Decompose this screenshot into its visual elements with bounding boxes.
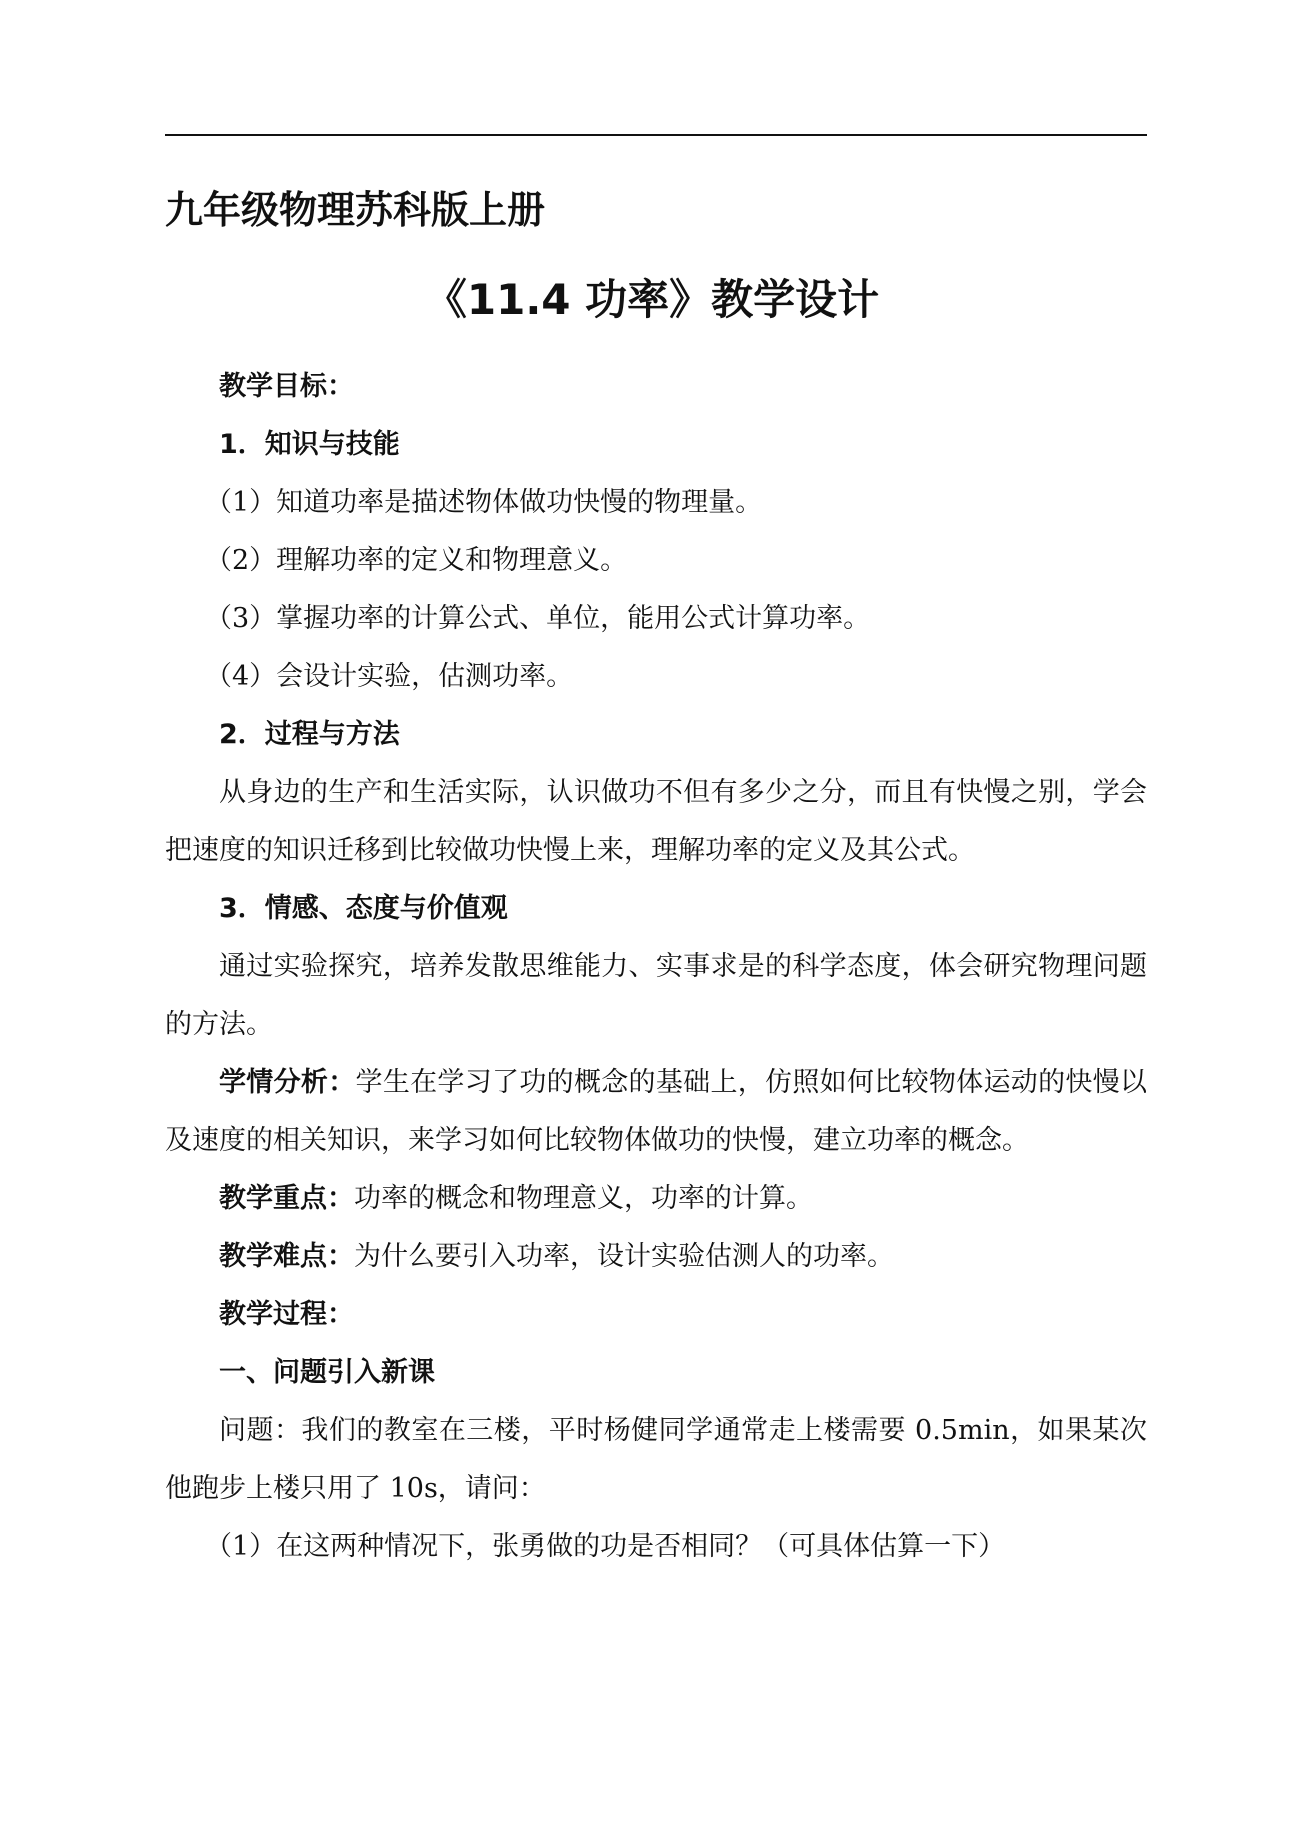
section-2-heading: 2．过程与方法 [219,719,400,750]
question-item: （1）在这两种情况下，张勇做的功是否相同？（可具体估算一下） [205,1531,1006,1562]
list-item: （3）掌握功率的计算公式、单位，能用公式计算功率。 [205,603,871,634]
key-point-body: 功率的概念和物理意义，功率的计算。 [354,1183,813,1214]
key-point-paragraph [165,1170,1147,1228]
key-point-label: 教学重点： [219,1183,354,1214]
section-3-heading: 3．情感、态度与价值观 [219,893,508,924]
section-2-body: 从身边的生产和生活实际，认识做功不但有多少之分，而且有快慢之别，学会把速度的知识迁移到比较做功快慢上来，理解功率的定义及其公式。 [165,777,1147,866]
question-body: 问题：我们的教室在三楼，平时杨健同学通常走上楼需要 0.5min，如果某次他跑步上楼只用了 10s，请问： [165,1415,1147,1504]
list-item: （1）知道功率是描述物体做功快慢的物理量。 [205,487,763,518]
difficulty-paragraph [165,1228,1147,1286]
document-title: 《11.4 功率》教学设计 [424,275,880,324]
analysis-label: 学情分析： [219,1067,356,1098]
difficulty-label: 教学难点： [219,1241,354,1272]
analysis-paragraph [165,1054,1147,1170]
analysis-body: 学生在学习了功的概念的基础上，仿照如何比较物体运动的快慢以及速度的相关知识，来学习如何比较物体做功的快慢，建立功率的概念。 [165,1067,1147,1156]
header-rule [165,134,1147,136]
section-3-body: 通过实验探究，培养发散思维能力、实事求是的科学态度，体会研究物理问题的方法。 [165,951,1147,1040]
difficulty-body: 为什么要引入功率，设计实验估测人的功率。 [354,1241,894,1272]
list-item: （2）理解功率的定义和物理意义。 [205,545,628,576]
process-heading: 教学过程： [219,1299,354,1330]
section-1-heading: 1．知识与技能 [219,429,400,460]
objectives-heading: 教学目标： [219,371,354,402]
document-subtitle: 九年级物理苏科版上册 [165,188,546,232]
document-body [165,358,1147,1576]
list-item: （4）会设计实验，估测功率。 [205,661,574,692]
part-1-heading: 一、问题引入新课 [219,1357,435,1388]
